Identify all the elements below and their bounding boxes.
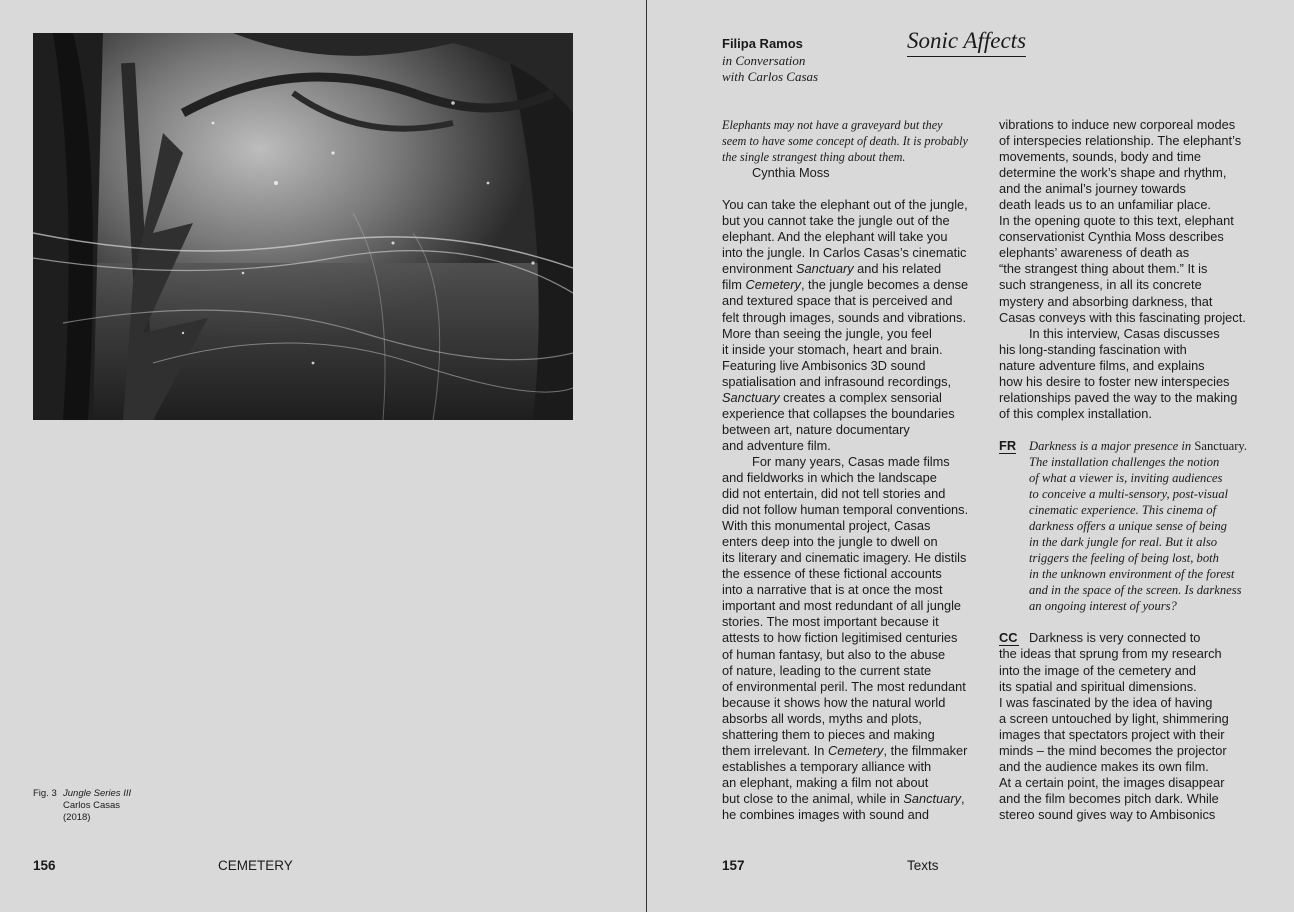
text-line: darkness offers a unique sense of being	[1029, 519, 1227, 534]
article-title: Sonic Affects	[907, 27, 1026, 57]
text-run: but close to the animal, while in	[722, 790, 904, 806]
text-line: and the animal’s journey towards	[999, 181, 1186, 197]
text-line: You can take the elephant out of the jungle,	[722, 197, 968, 213]
text-line: such strangeness, in all its concrete	[999, 277, 1202, 293]
byline-line-3: with Carlos Casas	[722, 69, 819, 84]
text-line: how his desire to foster new interspecies	[999, 373, 1230, 389]
text-line: the essence of these fictional accounts	[722, 566, 942, 582]
text-line: he combines images with sound and	[722, 806, 930, 822]
text-line: into the image of the cemetery and	[999, 662, 1197, 678]
text-line: “the strangest thing about them.” It is	[999, 261, 1208, 277]
jungle-photo	[33, 33, 573, 420]
text-line	[722, 791, 994, 807]
text-line	[722, 743, 994, 759]
text-line: of environmental peril. The most redundant	[722, 678, 966, 694]
text-line: More than seeing the jungle, you feel	[722, 325, 932, 341]
paragraph-1	[722, 197, 994, 454]
text-line: a screen untouched by light, shimmering	[999, 710, 1229, 726]
text-line: of nature, leading to the current state	[722, 662, 932, 678]
text-line: the ideas that sprung from my research	[999, 646, 1222, 662]
text-line: an ongoing interest of yours?	[1029, 599, 1177, 614]
text-line: relationships paved the way to the making	[999, 389, 1238, 405]
text-line: because it shows how the natural world	[722, 694, 946, 710]
text-line: of what a viewer is, inviting audiences	[1029, 470, 1223, 485]
caption-artist: Carlos Casas	[63, 800, 121, 811]
text-run: film	[722, 277, 746, 293]
text-line: For many years, Casas made films	[752, 453, 950, 469]
text-line: Featuring live Ambisonics 3D sound	[722, 357, 926, 373]
text-line: and textured space that is perceived and	[722, 293, 953, 309]
text-line: The installation challenges the notion	[1029, 454, 1220, 469]
text-line: and the film becomes pitch dark. While	[999, 790, 1219, 806]
text-line: With this monumental project, Casas	[722, 518, 931, 534]
text-line: mystery and absorbing darkness, that	[999, 293, 1213, 309]
text-line: did not entertain, did not tell stories and	[722, 486, 946, 502]
text-line: to conceive a multi-sensory, post-visual	[1029, 487, 1229, 502]
text-line: in the unknown environment of the forest	[1029, 567, 1235, 582]
text-line: of this complex installation.	[999, 405, 1152, 421]
text-line: and in the space of the screen. Is darkness	[1029, 583, 1242, 598]
author-name: Filipa Ramos	[722, 36, 803, 51]
text-run: ,	[961, 790, 965, 806]
text-line: movements, sounds, body and time	[999, 149, 1202, 165]
text-line: vibrations to induce new corporeal modes	[999, 117, 1236, 132]
text-line: of interspecies relationship. The elephant’s	[999, 133, 1242, 149]
text-line: his long-standing fascination with	[999, 341, 1187, 357]
text-line: and fieldworks in which the landscape	[722, 469, 937, 485]
jungle-photo-icon	[33, 33, 573, 420]
text-line: In this interview, Casas discusses	[1029, 325, 1220, 341]
text-line: into the jungle. In Carlos Casas’s cinematic	[722, 245, 967, 261]
work-title: Sanctuary.	[1194, 438, 1248, 453]
text-line: minds – the mind becomes the projector	[999, 742, 1227, 758]
work-title: Sanctuary	[903, 790, 962, 806]
text-line: between art, nature documentary	[722, 421, 910, 437]
text-line: I was fascinated by the idea of having	[999, 694, 1213, 710]
text-line: At a certain point, the images disappear	[999, 774, 1225, 790]
text-line: nature adventure films, and explains	[999, 357, 1205, 373]
text-run: Darkness is very connected to	[1029, 630, 1201, 646]
text-column-right	[999, 117, 1279, 823]
work-title: Sanctuary	[795, 261, 854, 277]
paragraph-2	[722, 454, 994, 823]
text-line	[999, 630, 1279, 646]
figure-label: Fig. 3	[33, 788, 57, 799]
work-title: Sanctuary	[722, 389, 780, 405]
epigraph-line: the single strangest thing about them.	[722, 150, 906, 165]
text-line: elephants’ awareness of death as	[999, 245, 1190, 261]
text-line: felt through images, sounds and vibrations.	[722, 309, 966, 325]
text-line: shattering them to pieces and making	[722, 726, 935, 742]
running-head: CEMETERY	[218, 858, 293, 873]
text-line	[722, 390, 994, 406]
text-line: but you cannot take the jungle out of the	[722, 213, 950, 229]
work-title: Cemetery	[827, 742, 884, 758]
text-run: and his related	[853, 261, 942, 277]
text-line: its spatial and spiritual dimensions.	[999, 678, 1197, 694]
paragraph-3	[999, 117, 1279, 326]
text-line: enters deep into the jungle to dwell on	[722, 534, 938, 550]
running-head: Texts	[907, 858, 939, 873]
text-line: conservationist Cynthia Moss describes	[999, 229, 1224, 245]
text-line: and the audience makes its own film.	[999, 758, 1209, 774]
speaker-code-fr: FR	[999, 437, 1017, 453]
text-line: experience that collapses the boundaries	[722, 405, 955, 421]
text-line: of human fantasy, but also to the abuse	[722, 646, 946, 662]
byline-line-2: in Conversation	[722, 52, 806, 68]
speaker-code-cc: CC	[999, 630, 1018, 646]
text-line	[1029, 438, 1279, 454]
text-line: In the opening quote to this text, elephant	[999, 213, 1234, 229]
text-line: stereo sound gives way to Ambisonics	[999, 806, 1216, 822]
text-line: attests to how fiction legitimised centuries	[722, 630, 958, 646]
text-line: stories. The most important because it	[722, 614, 939, 630]
epigraph-attribution: Cynthia Moss	[752, 165, 830, 181]
text-line: important and most redundant of all jungle	[722, 598, 962, 614]
text-line: into a narrative that is at once the most	[722, 582, 943, 598]
caption-title: Jungle Series III	[63, 788, 132, 799]
text-line: and adventure film.	[722, 437, 831, 453]
text-line: did not follow human temporal conventions.	[722, 502, 969, 518]
page-number: 156	[33, 858, 56, 873]
interview-answer	[999, 630, 1279, 823]
text-line: cinematic experience. This cinema of	[1029, 503, 1217, 518]
text-run: creates a complex sensorial	[779, 389, 942, 405]
text-line	[722, 277, 994, 293]
text-run: , the jungle becomes a dense	[800, 277, 969, 293]
text-run: Darkness is a major presence in	[1029, 438, 1195, 453]
gutter-divider	[646, 0, 647, 912]
text-line: spatialisation and infrasound recordings,	[722, 373, 952, 389]
text-line: elephant. And the elephant will take you	[722, 229, 948, 245]
text-line: absorbs all words, myths and plots,	[722, 710, 922, 726]
right-page	[648, 0, 1294, 912]
caption-year: (2018)	[63, 812, 91, 823]
epigraph-line: Elephants may not have a graveyard but they	[722, 118, 943, 132]
paragraph-4	[999, 326, 1279, 422]
text-column-left	[722, 117, 994, 823]
interview-question	[999, 438, 1279, 615]
text-line: death leads us to an unfamiliar place.	[999, 197, 1211, 213]
text-line: triggers the feeling of being lost, both	[1029, 551, 1219, 566]
byline	[722, 36, 818, 86]
text-line	[722, 261, 994, 277]
work-title: Cemetery	[745, 277, 801, 293]
text-line: establishes a temporary alliance with	[722, 758, 932, 774]
text-line: images that spectators project with their	[999, 726, 1225, 742]
epigraph-line: seem to have some concept of death. It is probably	[722, 134, 968, 149]
text-line: its literary and cinematic imagery. He distils	[722, 550, 967, 566]
text-line: determine the work’s shape and rhythm,	[999, 165, 1227, 181]
text-line: in the dark jungle for real. But it also	[1029, 535, 1218, 550]
text-run: , the filmmaker	[883, 742, 968, 758]
text-run: environment	[722, 261, 796, 277]
text-line: an elephant, making a film not about	[722, 774, 929, 790]
text-run: them irrelevant. In	[722, 742, 828, 758]
epigraph	[722, 117, 994, 165]
text-line: it inside your stomach, heart and brain.	[722, 341, 943, 357]
page-number: 157	[722, 858, 745, 873]
text-line: Casas conveys with this fascinating project.	[999, 309, 1246, 325]
